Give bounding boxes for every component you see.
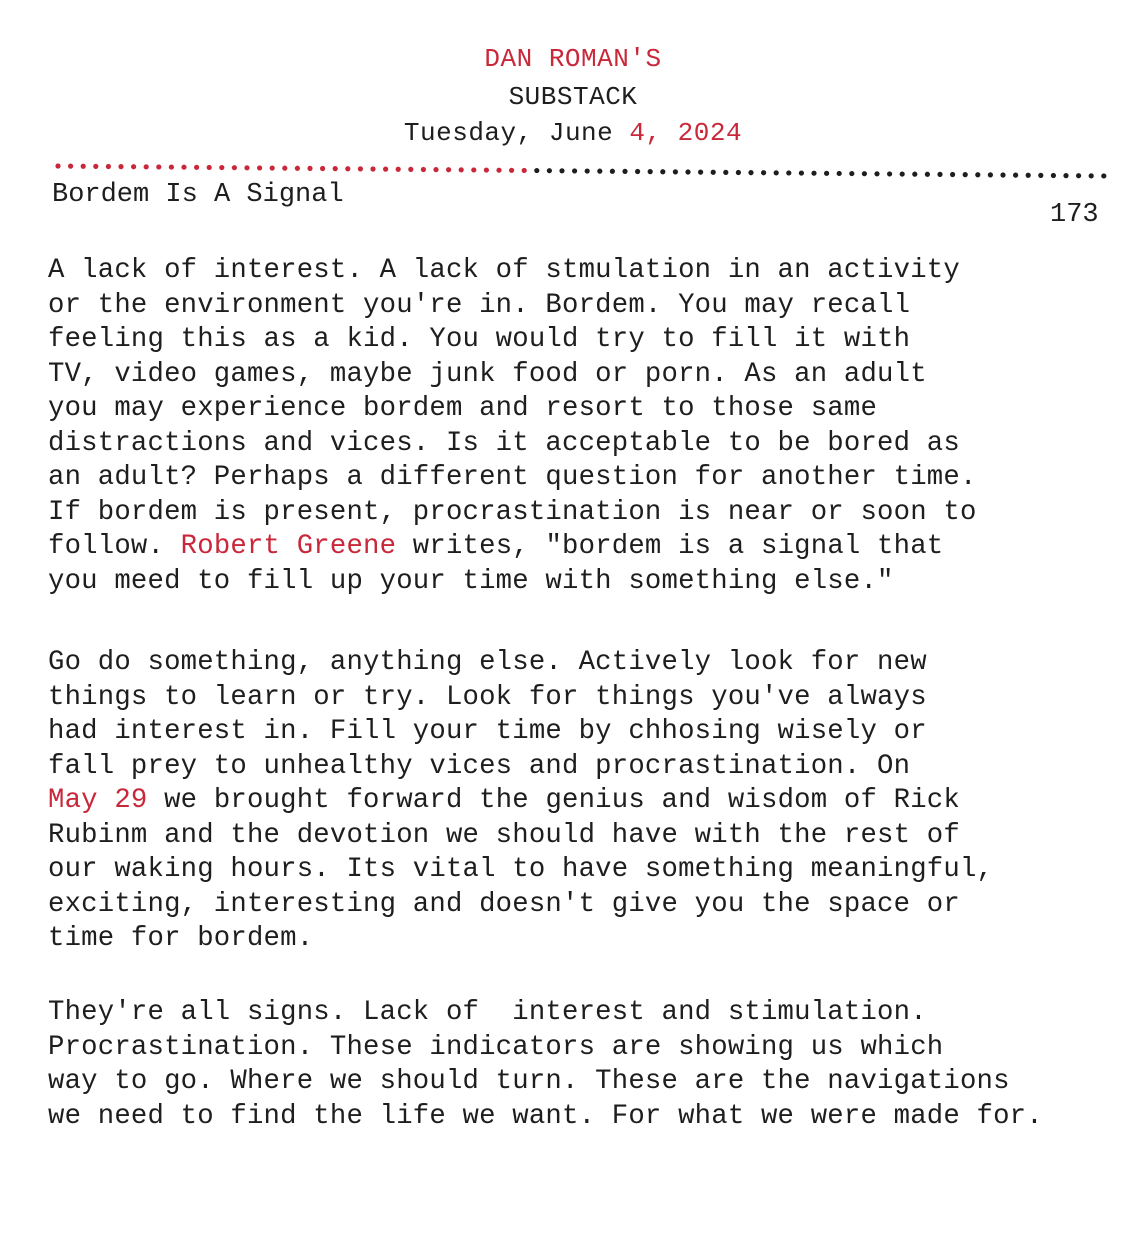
divider-dot [81, 164, 86, 169]
divider-dot [484, 167, 489, 172]
divider-dot [55, 163, 60, 168]
divider-dot [320, 166, 325, 171]
divider-dot [446, 167, 451, 172]
divider-dot [232, 165, 237, 170]
divider-dot [723, 170, 728, 175]
divider-dot [774, 170, 779, 175]
text-line: our waking hours. Its vital to have something meaningful, [48, 854, 994, 885]
masthead-publication: SUBSTACK [508, 82, 638, 112]
divider-dot [408, 167, 413, 172]
text-fragment: we brought forward the genius and wisdom of Rick [147, 785, 960, 816]
divider-dot [1000, 172, 1005, 177]
divider-dot [610, 169, 615, 174]
text-line: exciting, interesting and doesn't give you the space or [48, 888, 960, 920]
divider-dot [622, 169, 627, 174]
divider-dot [685, 169, 690, 174]
divider-dot [522, 168, 527, 173]
divider-dot [396, 167, 401, 172]
divider-dot [1026, 173, 1031, 178]
divider-dot [534, 168, 539, 173]
divider-dot [1101, 173, 1106, 178]
text-line: feeling this as a kid. You would try to fill it with [48, 324, 911, 355]
text-line: way to go. Where we should turn. These are the navigations [48, 1066, 1010, 1097]
text-line [48, 784, 1108, 819]
date-highlight: 4, 2024 [629, 118, 743, 148]
text-line: distractions and vices. Is it acceptable to be bored as [48, 427, 960, 459]
text-line: you meed to fill up your time with something else." [48, 565, 894, 597]
divider-dot [383, 167, 388, 172]
divider-dot [257, 165, 262, 170]
divider-dot [761, 170, 766, 175]
divider-dot [572, 168, 577, 173]
divider-dot [547, 168, 552, 173]
divider-dot [118, 164, 123, 169]
divider-dot [648, 169, 653, 174]
text-line: time for bordem. [48, 923, 314, 954]
divider-dot [559, 168, 564, 173]
divider-dot [496, 168, 501, 173]
divider-dot [1013, 173, 1018, 178]
text-fragment: follow. [48, 531, 181, 562]
divider-dot [1038, 173, 1043, 178]
text-fragment: writes, "bordem is a signal that [396, 531, 944, 562]
date-prefix: Tuesday, June [403, 118, 630, 148]
divider-dot [837, 171, 842, 176]
divider-dot [925, 172, 930, 177]
divider-dot [106, 164, 111, 169]
text-line: Go do something, anything else. Actively look for new [48, 647, 927, 678]
divider-dot [900, 171, 905, 176]
divider-dot [736, 170, 741, 175]
divider-dot [370, 166, 375, 171]
divider-dot [887, 171, 892, 176]
divider-dot [295, 166, 300, 171]
divider-dot [156, 164, 161, 169]
divider-dot [874, 171, 879, 176]
masthead-name: DAN ROMAN'S [484, 44, 662, 74]
divider-dot [786, 170, 791, 175]
divider-dot [660, 169, 665, 174]
text-line: or the environment you're in. Bordem. You may recall [48, 289, 911, 321]
divider-dot [358, 166, 363, 171]
text-line: had interest in. Fill your time by chhosing wisely or [48, 716, 927, 747]
text-line: things to learn or try. Look for things you've always [48, 681, 927, 713]
divider-dot [698, 170, 703, 175]
divider-dot [811, 171, 816, 176]
text-line: you may experience bordem and resort to those same [48, 393, 878, 424]
divider-dot [748, 170, 753, 175]
author-name: Robert Greene [180, 531, 397, 562]
text-line: we need to find the life we want. For what we were made for. [48, 1100, 1043, 1132]
divider-dot [950, 172, 955, 177]
divider-dot [597, 169, 602, 174]
divider-dot [144, 164, 149, 169]
text-line: A lack of interest. A lack of stmulation in an activity [48, 255, 960, 286]
paragraph-1 [48, 254, 1108, 599]
divider-dot [1051, 173, 1056, 178]
divider-dot [282, 166, 287, 171]
text-line [48, 530, 1108, 565]
divider-dot [345, 166, 350, 171]
divider-dot [862, 171, 867, 176]
divider-dot [333, 166, 338, 171]
divider-dot [635, 169, 640, 174]
text-line: They're all signs. Lack of interest and stimulation. [48, 997, 927, 1028]
article-title: Bordem Is A Signal [52, 180, 344, 210]
divider-dot [244, 165, 249, 170]
text-line: Rubinm and the devotion we should have with the rest of [48, 819, 960, 851]
divider-dot [673, 169, 678, 174]
divider-dot [169, 164, 174, 169]
divider-dot [131, 164, 136, 169]
divider-dot [433, 167, 438, 172]
divider-dot [194, 165, 199, 170]
divider-dot [585, 168, 590, 173]
text-line: Procrastination. These indicators are showing us which [48, 1031, 944, 1063]
divider-dot [937, 172, 942, 177]
divider-dot [307, 166, 312, 171]
divider-dot [509, 168, 514, 173]
divider-dot [824, 171, 829, 176]
divider-dot [459, 167, 464, 172]
divider-dot [471, 167, 476, 172]
paragraph-3 [48, 996, 1108, 1134]
divider-dot [207, 165, 212, 170]
divider-dot [1076, 173, 1081, 178]
divider-dot [975, 172, 980, 177]
text-line: TV, video games, maybe junk food or porn. As an adult [48, 358, 927, 390]
text-line: If bordem is present, procrastination is near or soon to [48, 496, 977, 528]
divider-dot [93, 164, 98, 169]
divider-dot [988, 172, 993, 177]
divider-dot [421, 167, 426, 172]
divider-dot [849, 171, 854, 176]
divider-dot [68, 164, 73, 169]
divider-dot [270, 165, 275, 170]
divider-dot [1063, 173, 1068, 178]
divider-dot [963, 172, 968, 177]
divider-dot [181, 165, 186, 170]
paragraph-2 [48, 646, 1108, 957]
divider-dot [912, 172, 917, 177]
text-line: an adult? Perhaps a different question for another time. [48, 462, 977, 493]
page-number: 173 [1050, 200, 1099, 230]
text-line: fall prey to unhealthy vices and procrastination. On [48, 750, 911, 782]
referenced-date: May 29 [48, 785, 148, 816]
masthead-date [0, 118, 1146, 148]
divider-dot [1089, 173, 1094, 178]
divider-dot [799, 170, 804, 175]
divider-dot [711, 170, 716, 175]
divider-dot [219, 165, 224, 170]
